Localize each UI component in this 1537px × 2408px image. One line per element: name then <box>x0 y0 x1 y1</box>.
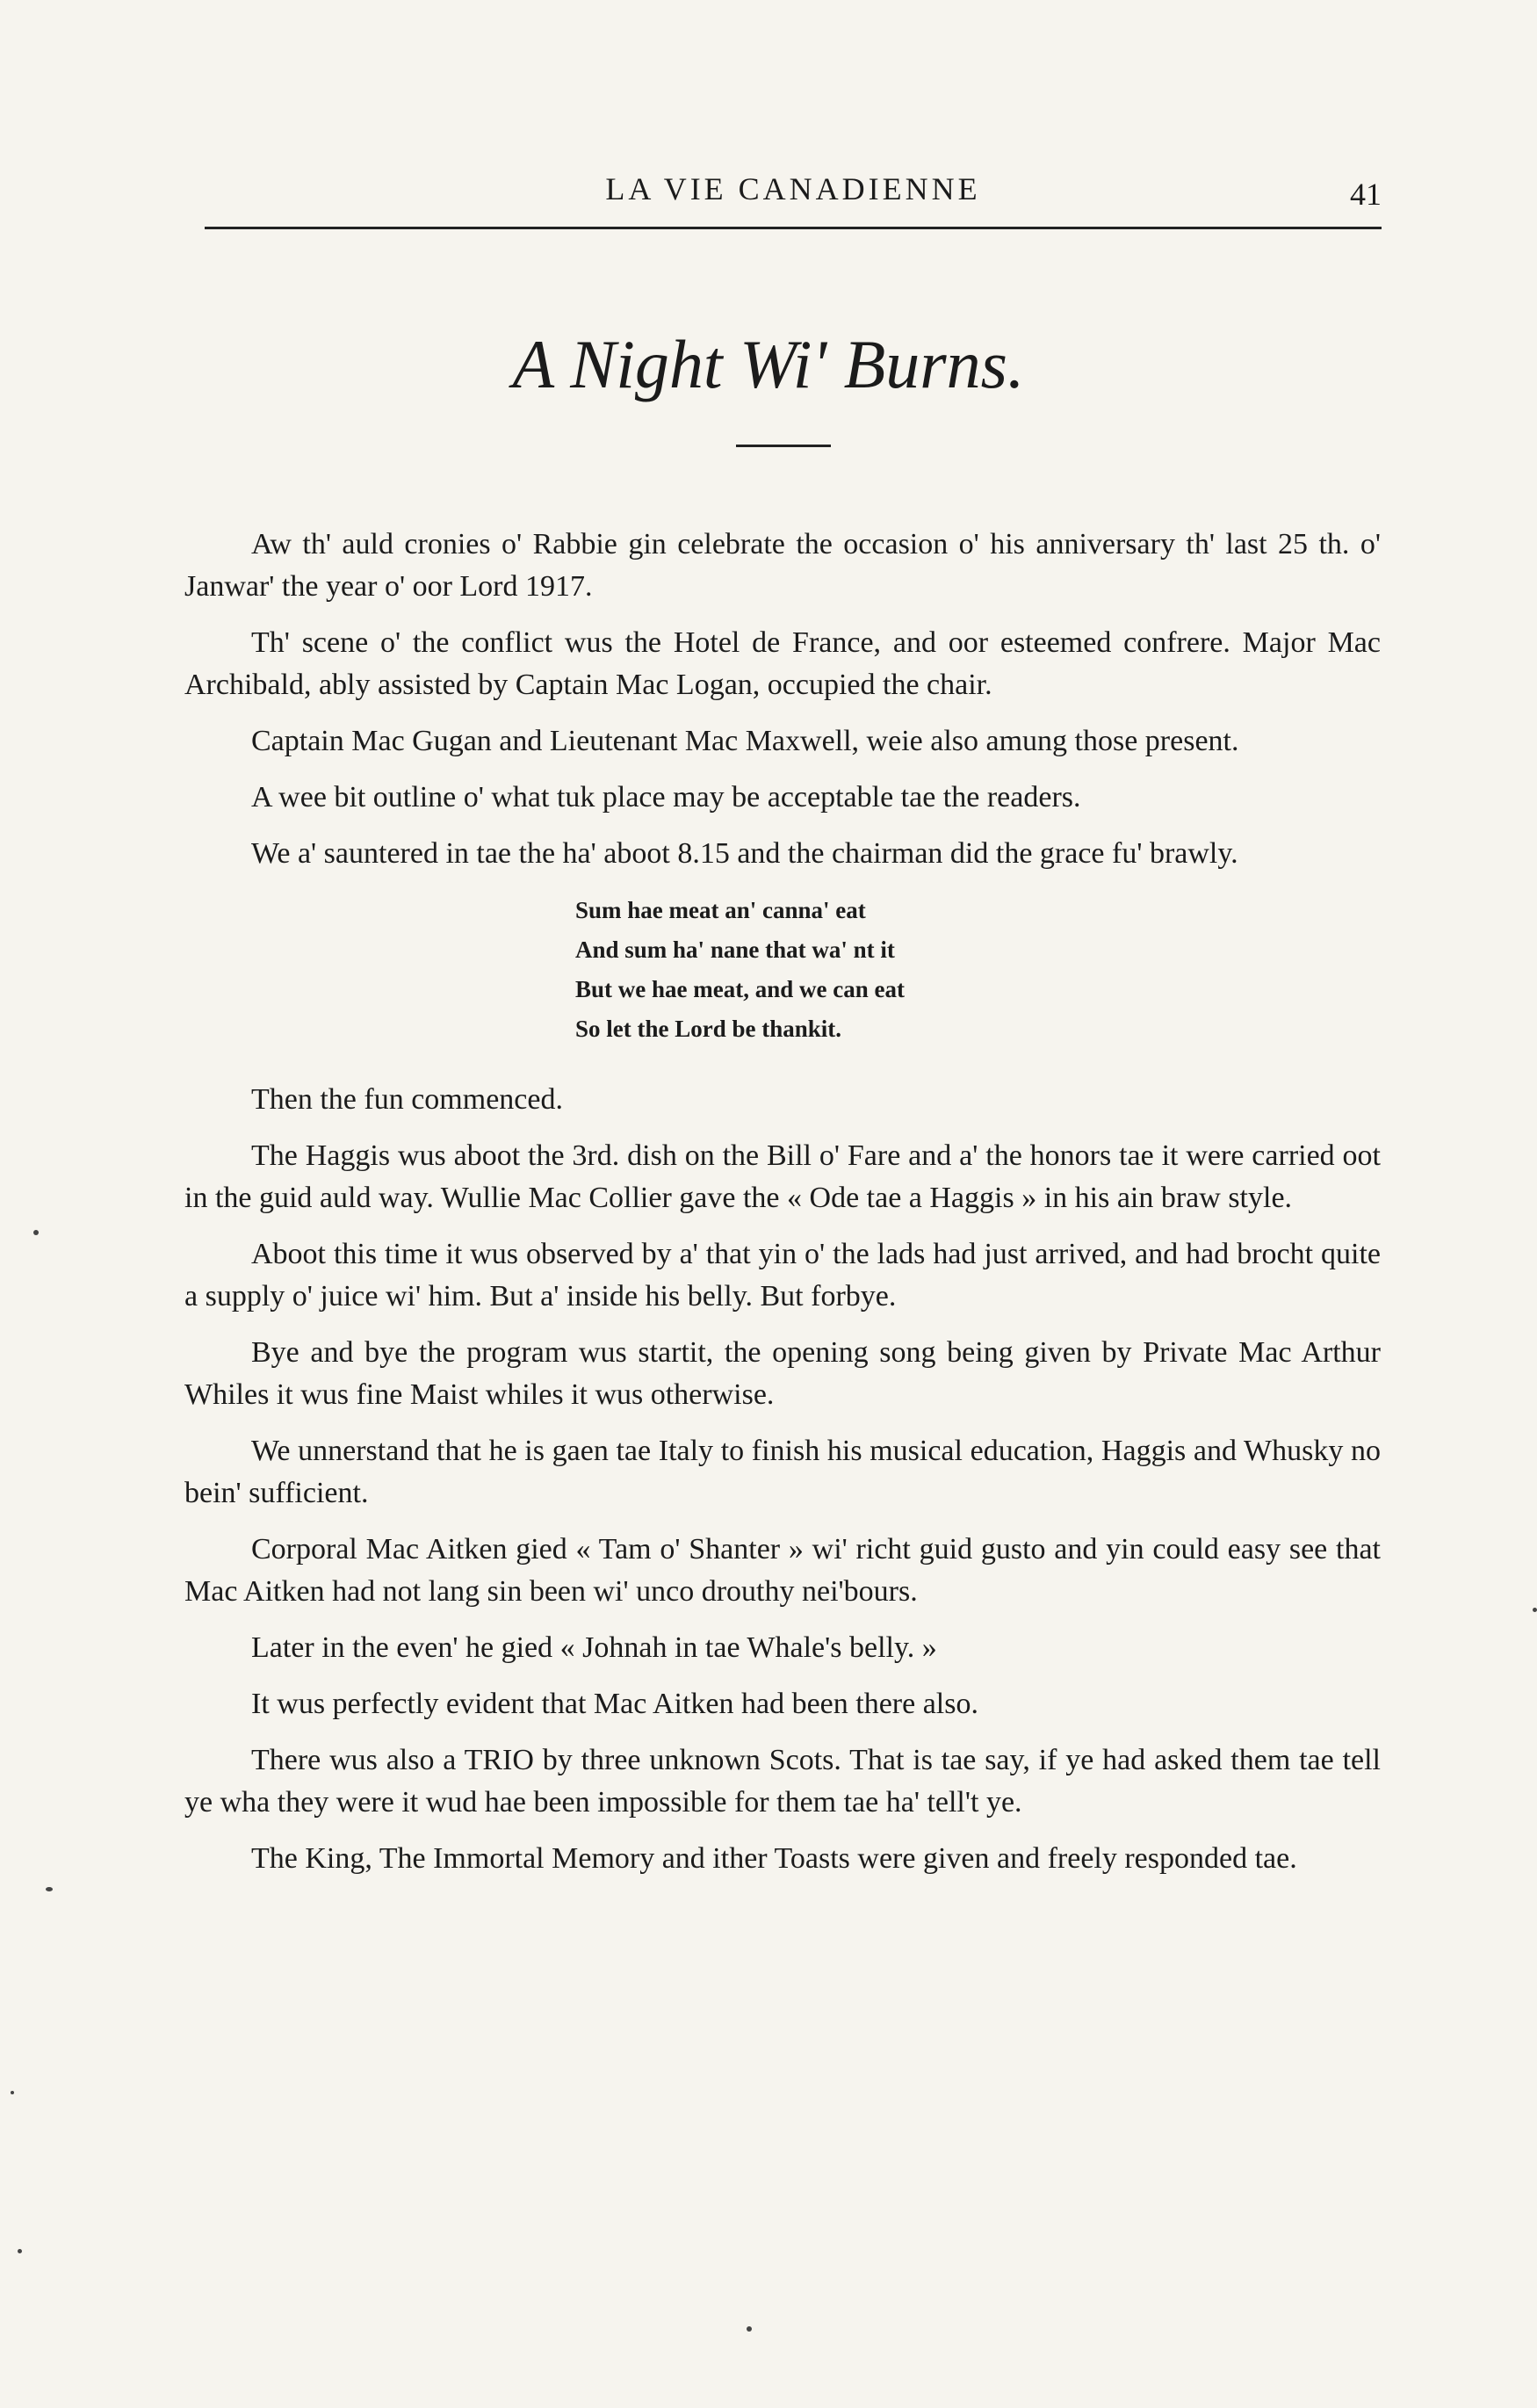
page-number: 41 <box>1350 177 1382 212</box>
header-rule <box>205 227 1382 229</box>
paragraph: The King, The Immortal Memory and ither Toasts were given and freely responded tae. <box>251 1842 1297 1875</box>
grace-verse <box>575 891 1381 1049</box>
verse-line: But we hae meat, and we can eat <box>575 976 905 1002</box>
paragraph: Captain Mac Gugan and Lieutenant Mac Maxwell, weie also amung those present. <box>251 725 1239 757</box>
paragraph: There wus also a TRIO by three unknown Scots. That is tae say, if ye had asked them tae tell ye wha they were it wud hae been impossible for them tae ha' tell't ye. <box>184 1744 1381 1819</box>
scan-speck <box>18 2249 22 2253</box>
paragraph: We a' sauntered in tae the ha' aboot 8.15 and the chairman did the grace fu' brawly. <box>251 837 1238 870</box>
scan-speck <box>1533 1608 1537 1612</box>
article-title: A Night Wi' Burns. <box>512 326 1025 402</box>
paragraph: It wus perfectly evident that Mac Aitken had been there also. <box>251 1688 978 1720</box>
paragraph: We unnerstand that he is gaen tae Italy to finish his musical education, Haggis and Whusky no bein' sufficient. <box>184 1435 1381 1509</box>
running-title: LA VIE CANADIENNE <box>605 171 981 206</box>
scan-speck <box>46 1887 53 1891</box>
paragraph: The Haggis wus aboot the 3rd. dish on the Bill o' Fare and a' the honors tae it were carried oot in the guid auld way. Wullie Mac Collier gave the « Ode tae a Haggis » in his ain braw style. <box>184 1139 1381 1214</box>
running-head <box>205 163 1382 216</box>
scan-speck <box>33 1230 39 1235</box>
paragraph: Corporal Mac Aitken gied « Tam o' Shanter » wi' richt guid gusto and yin could easy see that Mac Aitken had not lang sin been wi' unco drouthy nei'bours. <box>184 1533 1381 1608</box>
scan-speck <box>11 2091 14 2094</box>
paragraph: Bye and bye the program wus startit, the opening song being given by Private Mac Arthur Whiles it wus fine Maist whiles it wus otherwise. <box>184 1336 1381 1411</box>
verse-line: So let the Lord be thankit. <box>575 1016 842 1042</box>
paragraph: Then the fun commenced. <box>251 1083 563 1116</box>
scan-speck <box>747 2326 752 2332</box>
paragraph: Th' scene o' the conflict wus the Hotel de France, and oor esteemed confrere. Major Mac Archibald, ably assisted by Captain Mac Logan, occupied the chair. <box>184 626 1381 701</box>
verse-line: Sum hae meat an' canna' eat <box>575 897 866 923</box>
paragraph: Aw th' auld cronies o' Rabbie gin celebrate the occasion o' his anniversary th' last 25 th. o' Janwar' the year o' oor Lord 1917. <box>184 528 1381 603</box>
title-rule <box>736 445 831 447</box>
paragraph: Aboot this time it wus observed by a' that yin o' the lads had just arrived, and had brocht quite a supply o' juice wi' him. But a' inside his belly. But forbye. <box>184 1238 1381 1312</box>
paragraph: Later in the even' he gied « Johnah in tae Whale's belly. » <box>251 1631 937 1664</box>
verse-line: And sum ha' nane that wa' nt it <box>575 936 895 963</box>
article-body <box>184 524 1381 1894</box>
paragraph: A wee bit outline o' what tuk place may be acceptable tae the readers. <box>251 781 1081 814</box>
